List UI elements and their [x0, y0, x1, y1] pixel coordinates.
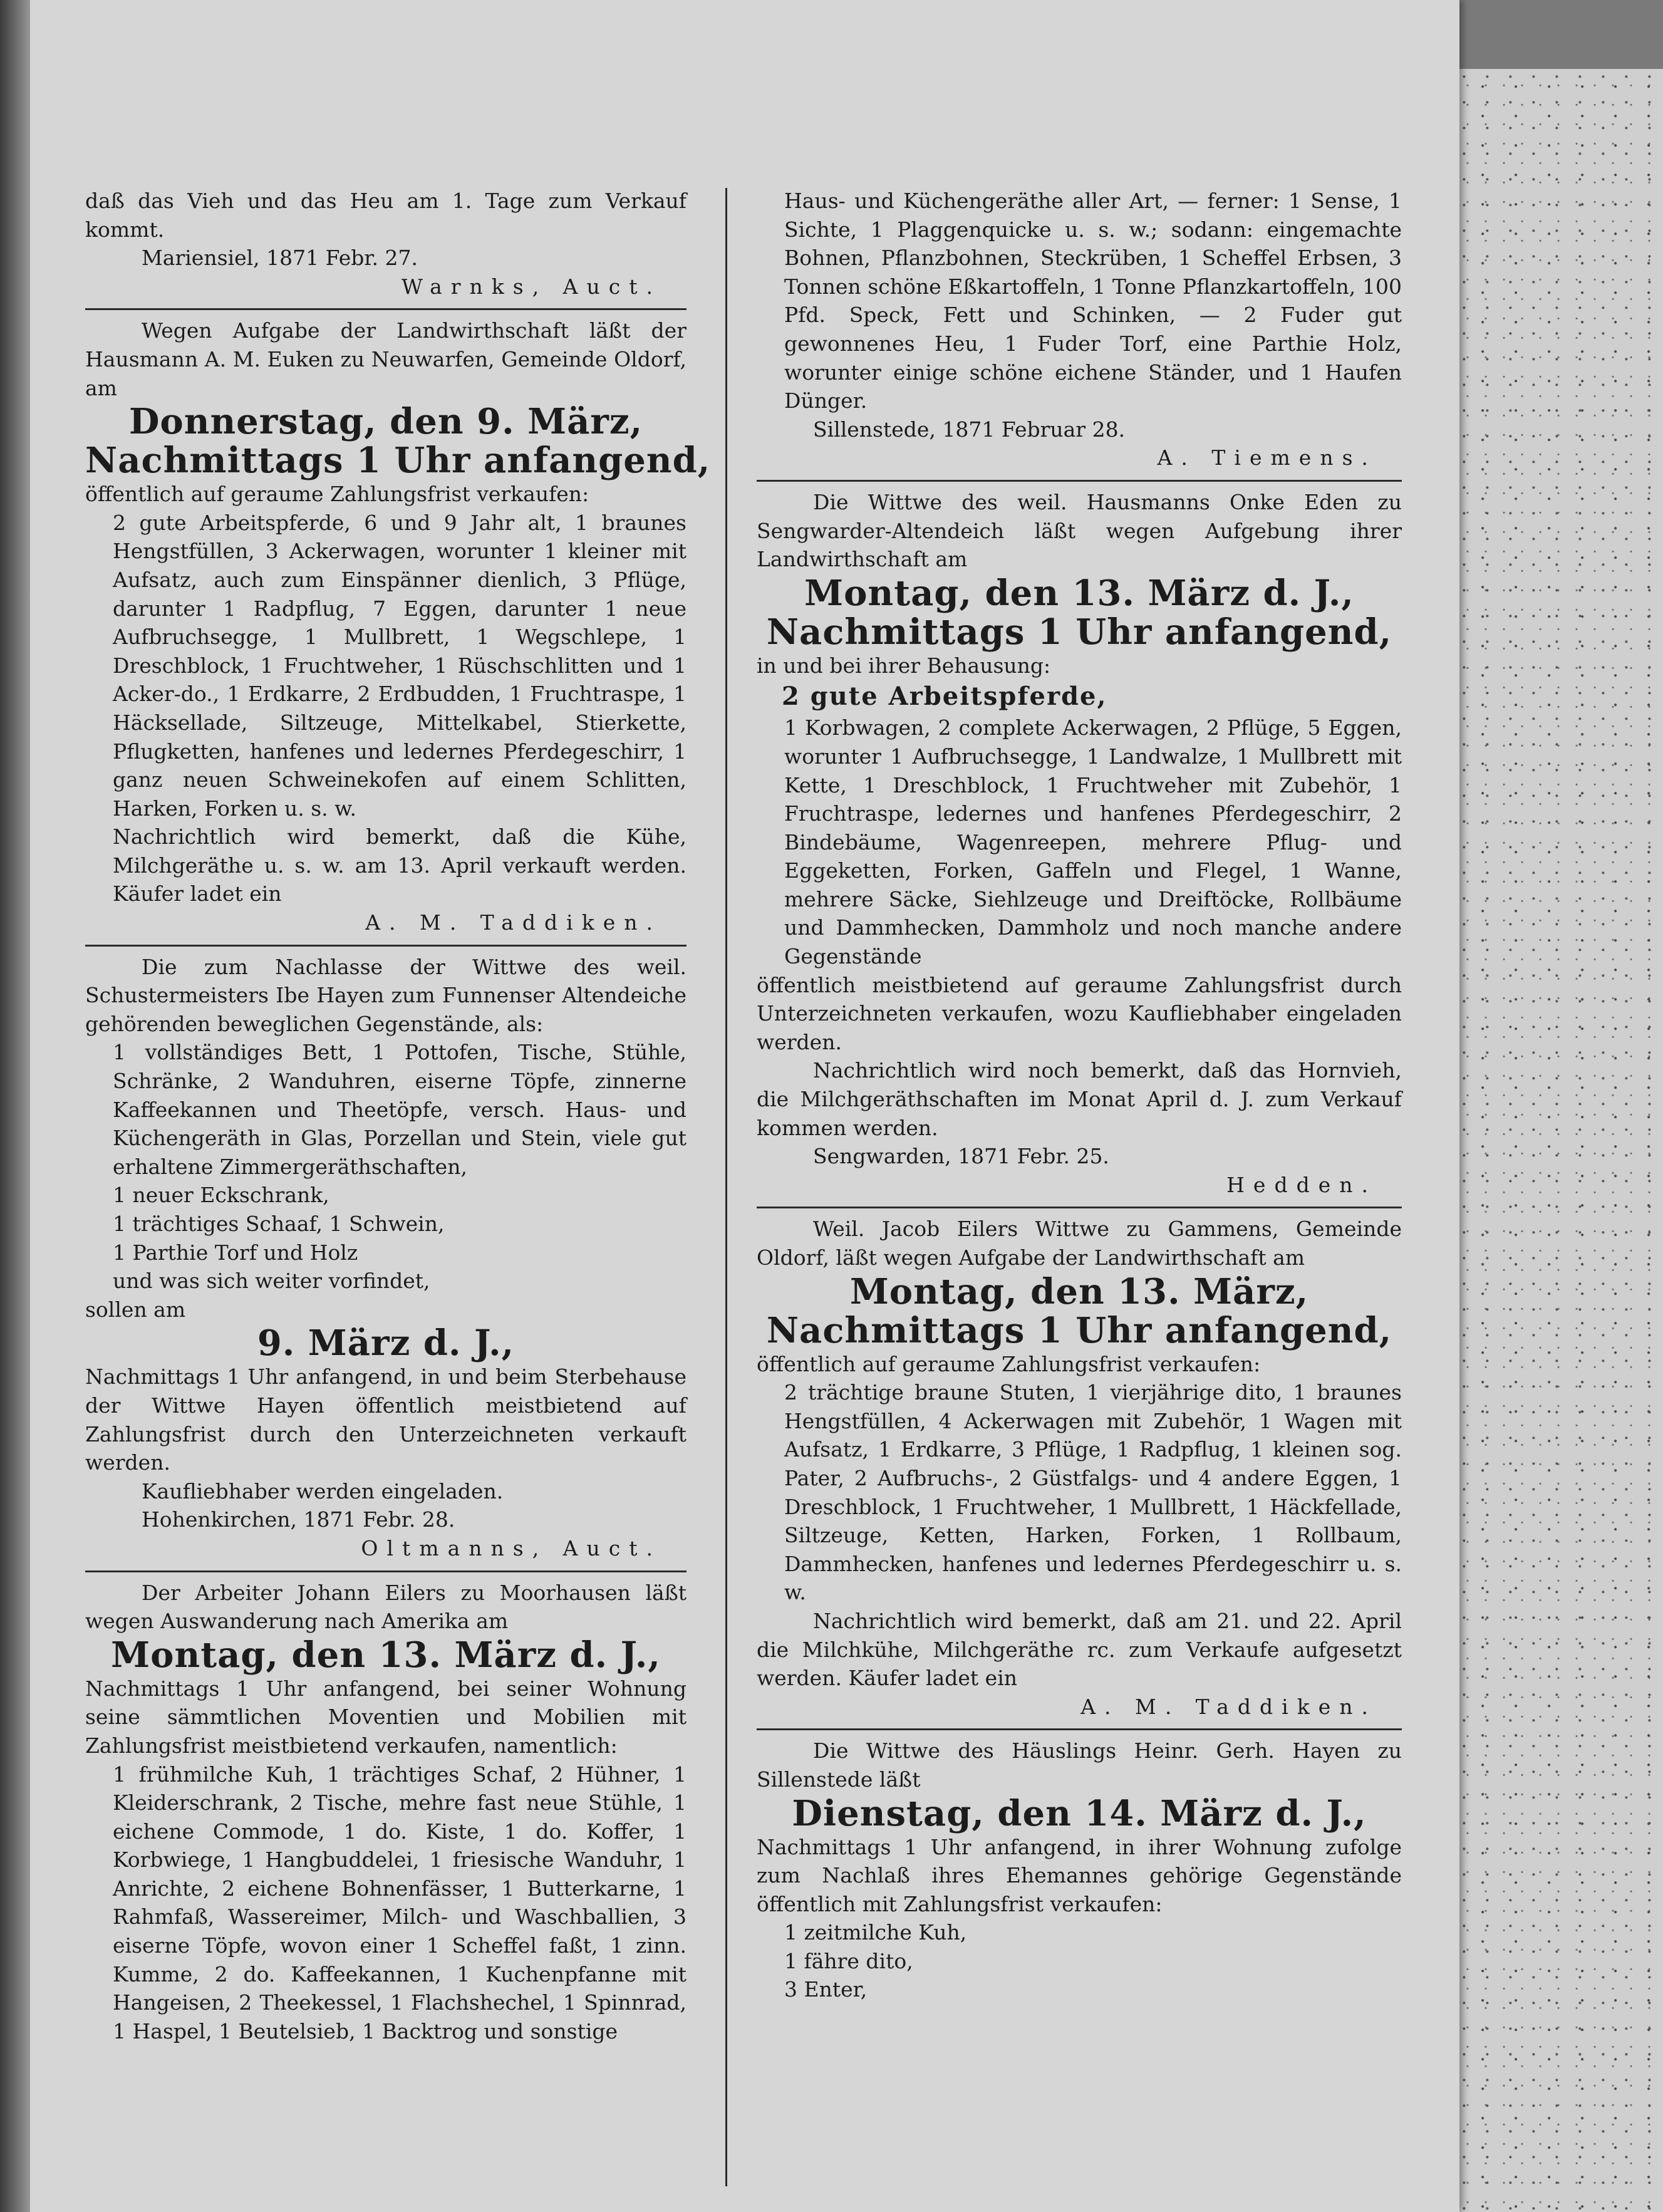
notice-signature: A. M. Taddiken.: [1080, 1694, 1377, 1719]
notice-hayen-sillenstede: [757, 1737, 1402, 2004]
notice-intro: Die Wittwe des weil. Hausmanns Onke Eden zu Sengwarder-Altendeich läßt wegen Aufgebung ihrer Landwirthschaft am: [757, 489, 1402, 572]
column-divider: [725, 188, 727, 2186]
notice-item-list: 2 gute Arbeitspferde, 6 und 9 Jahr alt, 1 braunes Hengstfüllen, 3 Ackerwagen, worunter 1 kleiner mit Aufsatz, auch zum Einspänner dienlich, 3 Pflüge, darunter 1 Radpflug, 7 Eggen, darunter 1 neue Aufbruchsegge, 1 Mullbrett, 1 Wegschlepe, 1 Dreschblock, 1 Fruchtweher, 1 Rüschschlitten und 1 Acker-do., 1 Erdkarre, 2 Erdbudden, 1 Fruchtraspe, 1 Häcksellade, Siltzeuge, Mittelkabel, Stierkette, Pflugketten, hanfenes und ledernes Pferdegeschirr, 1 ganz neuen Schweinekofen auf einem Schlitten, Harken, Forken u. s. w.: [113, 510, 686, 821]
notice-body: Nachmittags 1 Uhr anfangend, bei seiner Wohnung seine sämmtlichen Moventien und Mobilien mit Zahlungsfrist meistbietend verkaufen, namentlich:: [85, 1676, 686, 1758]
notice-signature: Oltmanns, Auct.: [361, 1535, 661, 1560]
notice-sale-terms: öffentlich auf geraume Zahlungsfrist verkaufen:: [85, 482, 589, 507]
notice-item-list: 1 Korbwagen, 2 complete Ackerwagen, 2 Pflüge, 5 Eggen, worunter 1 Aufbruchsegge, 1 Landwalze, 1 Mullbrett mit Kette, 1 Dreschblock, 1 Fruchtweher mit Zubehör, 1 Fruchtraspe, ledernes und hanfenes Pferdegeschirr, 2 Bindebäume, Wagenreepen, mehrere Pflug- und Eggeketten, Forken, Gaffeln und Flegel, 1 Wanne, mehrere Säcke, Siehlzeuge und Dreiftöcke, Rollbäume und Dammhecken, Dammholz und noch manche andere Gegenstände: [784, 715, 1402, 969]
notice-intro: Der Arbeiter Johann Eilers zu Moorhausen läßt wegen Auswanderung nach Amerika am: [85, 1580, 686, 1634]
notice-separator: [85, 1571, 686, 1572]
notice-time-headline: Nachmittags 1 Uhr anfangend,: [85, 440, 711, 482]
notice-item-list: 1 frühmilche Kuh, 1 trächtiges Schaf, 2 Hühner, 1 Kleiderschrank, 2 Tische, mehre fast neue Stühle, 1 eichene Commode, 1 do. Kiste, 1 do. Koffer, 1 Korbwiege, 1 Hangbuddelei, 1 friesische Wanduhr, 1 Anrichte, 2 eichene Bohnenfässer, 1 Butterkarne, 1 Rahmfaß, Wassereimer, Milch- und Waschballien, 3 eiserne Töpfe, wovon einer 1 Scheffel faßt, 1 zinn. Kumme, 2 do. Kaffeekannen, 1 Kuchenpfanne mit Hangeisen, 2 Theekessel, 1 Flachshechel, 1 Spinnrad, 1 Haspel, 1 Beutelsieb, 1 Backtrog und sonstige: [113, 1762, 686, 2043]
notice-signature: A. M. Taddiken.: [365, 910, 661, 935]
notice-eilers-gammens: [757, 1215, 1402, 1721]
notice-item: 1 Parthie Torf und Holz: [113, 1240, 358, 1265]
notice-item-headline: 2 gute Arbeitspferde,: [782, 682, 1107, 712]
notice-item-list: Haus- und Küchengeräthe aller Art, — ferner: 1 Sense, 1 Sichte, 1 Plaggenquicke u. s. w.; sodann: eingemachte Bohnen, Pflanzbohnen, Steckrüben, 1 Scheffel Erbsen, 3 Tonnen schöne Eßkartoffeln, 1 Tonne Pflanzkartoffeln, 100 Pfd. Speck, Fett und Schinken, — 2 Fuder gut gewonnenes Heu, 1 Fuder Torf, eine Parthie Holz, worunter einige schöne eichene Ständer, und 1 Haufen Dünger.: [784, 189, 1402, 413]
notice-item: 1 zeitmilche Kuh,: [784, 1920, 967, 1945]
notice-intro: Die Wittwe des Häuslings Heinr. Gerh. Hayen zu Sillenstede läßt: [757, 1738, 1402, 1792]
notice-item-list: 1 vollständiges Bett, 1 Pottofen, Tische, Stühle, Schränke, 2 Wanduhren, eiserne Töpfe, zinnerne Kaffeekannen und Theetöpfe, versch. Haus- und Küchengeräth in Glas, Porzellan und Stein, viele gut erhaltene Zimmergeräthschaften,: [113, 1040, 686, 1179]
notice-hayen-funnens: [85, 953, 686, 1563]
notice-date-headline: Montag, den 13. März d. J.,: [804, 572, 1354, 614]
notice-item: 1 neuer Eckschrank,: [113, 1183, 329, 1208]
notice-date-headline: Dienstag, den 14. März d. J.,: [792, 1792, 1367, 1834]
notice-tiemens: [757, 187, 1402, 472]
notice-signature: A. Tiemens.: [1157, 445, 1377, 470]
right-column: [757, 187, 1402, 2004]
notice-time-headline: Nachmittags 1 Uhr anfangend,: [766, 1309, 1392, 1351]
notice-separator: [757, 480, 1402, 482]
notice-time-headline: Nachmittags 1 Uhr anfangend,: [766, 611, 1392, 653]
notice-note: Nachrichtlich wird bemerkt, daß am 21. und 22. April die Milchkühe, Milchgeräthe rc. zum Verkaufe aufgesetzt werden. Käufer ladet ein: [757, 1608, 1402, 1691]
notice-intro: Die zum Nachlasse der Wittwe des weil. Schustermeisters Ibe Hayen zum Funnenser Altendeiche gehörenden beweglichen Gegenstände, als:: [85, 954, 686, 1036]
notice-separator: [85, 308, 686, 310]
notice-separator: [85, 945, 686, 947]
notice-signature: Warnks, Auct.: [402, 274, 661, 299]
notice-place-date: Sengwarden, 1871 Febr. 25.: [813, 1144, 1109, 1169]
notice-intro: Wegen Aufgabe der Landwirthschaft läßt der Hausmann A. M. Euken zu Neuwarfen, Gemeinde Oldorf, am: [85, 318, 686, 400]
notice-item: 1 trächtiges Schaaf, 1 Schwein,: [113, 1212, 445, 1236]
notice-separator: [757, 1728, 1402, 1730]
notice-place-date: Sillenstede, 1871 Februar 28.: [813, 417, 1126, 442]
notice-location: in und bei ihrer Behausung:: [757, 653, 1051, 678]
notice-body: Nachmittags 1 Uhr anfangend, in ihrer Wohnung zufolge zum Nachlaß ihres Ehemannes gehörige Gegenstände öffentlich mit Zahlungsfrist verkaufen:: [757, 1834, 1402, 1916]
notice-date-headline: Montag, den 13. März d. J.,: [111, 1634, 661, 1676]
notice-body: Nachmittags 1 Uhr anfangend, in und beim Sterbehause der Wittwe Hayen öffentlich meistbietend auf Zahlungsfrist durch den Unterzeichneten verkauft werden.: [85, 1364, 686, 1475]
left-column: [85, 187, 711, 2045]
notice-euken: [85, 316, 711, 937]
notice-sale-terms: öffentlich auf geraume Zahlungsfrist verkaufen:: [757, 1351, 1261, 1376]
notice-place-date: Hohenkirchen, 1871 Febr. 28.: [142, 1507, 455, 1532]
notice-item-list: 2 trächtige braune Stuten, 1 vierjährige dito, 1 braunes Hengstfüllen, 4 Ackerwagen mit Zubehör, 1 Wagen mit Aufsatz, 1 Erdkarre, 3 Pflüge, 1 Radpflug, 1 kleinen sog. Pater, 2 Aufbruchs-, 2 Güstfalgs- und 4 andere Eggen, 1 Dreschblock, 1 Fruchtweher, 1 Mullbrett, 1 Häckfellade, Siltzeuge, Ketten, Harken, Forken, 1 Rollbaum, Dammhecken, hanfenes und ledernes Pferdegeschirr u. s. w.: [784, 1380, 1402, 1605]
notice-item: sollen am: [85, 1297, 186, 1322]
notice-date-headline: Montag, den 13. März,: [849, 1270, 1309, 1312]
notice-intro: Weil. Jacob Eilers Wittwe zu Gammens, Gemeinde Oldorf, läßt wegen Aufgabe der Landwirthschaft am: [757, 1217, 1402, 1270]
notice-text: daß das Vieh und das Heu am 1. Tage zum Verkauf kommt.: [85, 189, 686, 242]
notice-signature: Hedden.: [1226, 1172, 1377, 1197]
notice-note: Nachrichtlich wird bemerkt, daß die Kühe, Milchgeräthe u. s. w. am 13. April verkauft werden. Käufer ladet ein: [113, 824, 686, 906]
notice-item: und was sich weiter vorfindet,: [113, 1269, 430, 1294]
newspaper-page: [30, 0, 1459, 2212]
notice-eilers-moorhausen: [85, 1579, 686, 2046]
notice-place-date: Mariensiel, 1871 Febr. 27.: [142, 246, 418, 271]
notice-sale-terms: öffentlich meistbietend auf geraume Zahlungsfrist durch Unterzeichneten verkaufen, wozu Kaufliebhaber eingeladen werden.: [757, 972, 1402, 1054]
notice-item: 1 fähre dito,: [784, 1948, 913, 1973]
adjacent-page-edge: [1459, 69, 1663, 2212]
notice-separator: [757, 1207, 1402, 1208]
notice-note: Nachrichtlich wird noch bemerkt, daß das Hornvieh, die Milchgeräthschaften im Monat April d. J. zum Verkauf kommen werden.: [757, 1058, 1402, 1140]
notice-eden: [757, 488, 1402, 1199]
notice-date-headline: 9. März d. J.,: [257, 1322, 515, 1364]
notice-warnks: [85, 187, 686, 301]
notice-item: 3 Enter,: [784, 1977, 868, 2002]
notice-invite: Kaufliebhaber werden eingeladen.: [142, 1478, 504, 1503]
notice-date-headline: Donnerstag, den 9. März,: [128, 401, 643, 443]
